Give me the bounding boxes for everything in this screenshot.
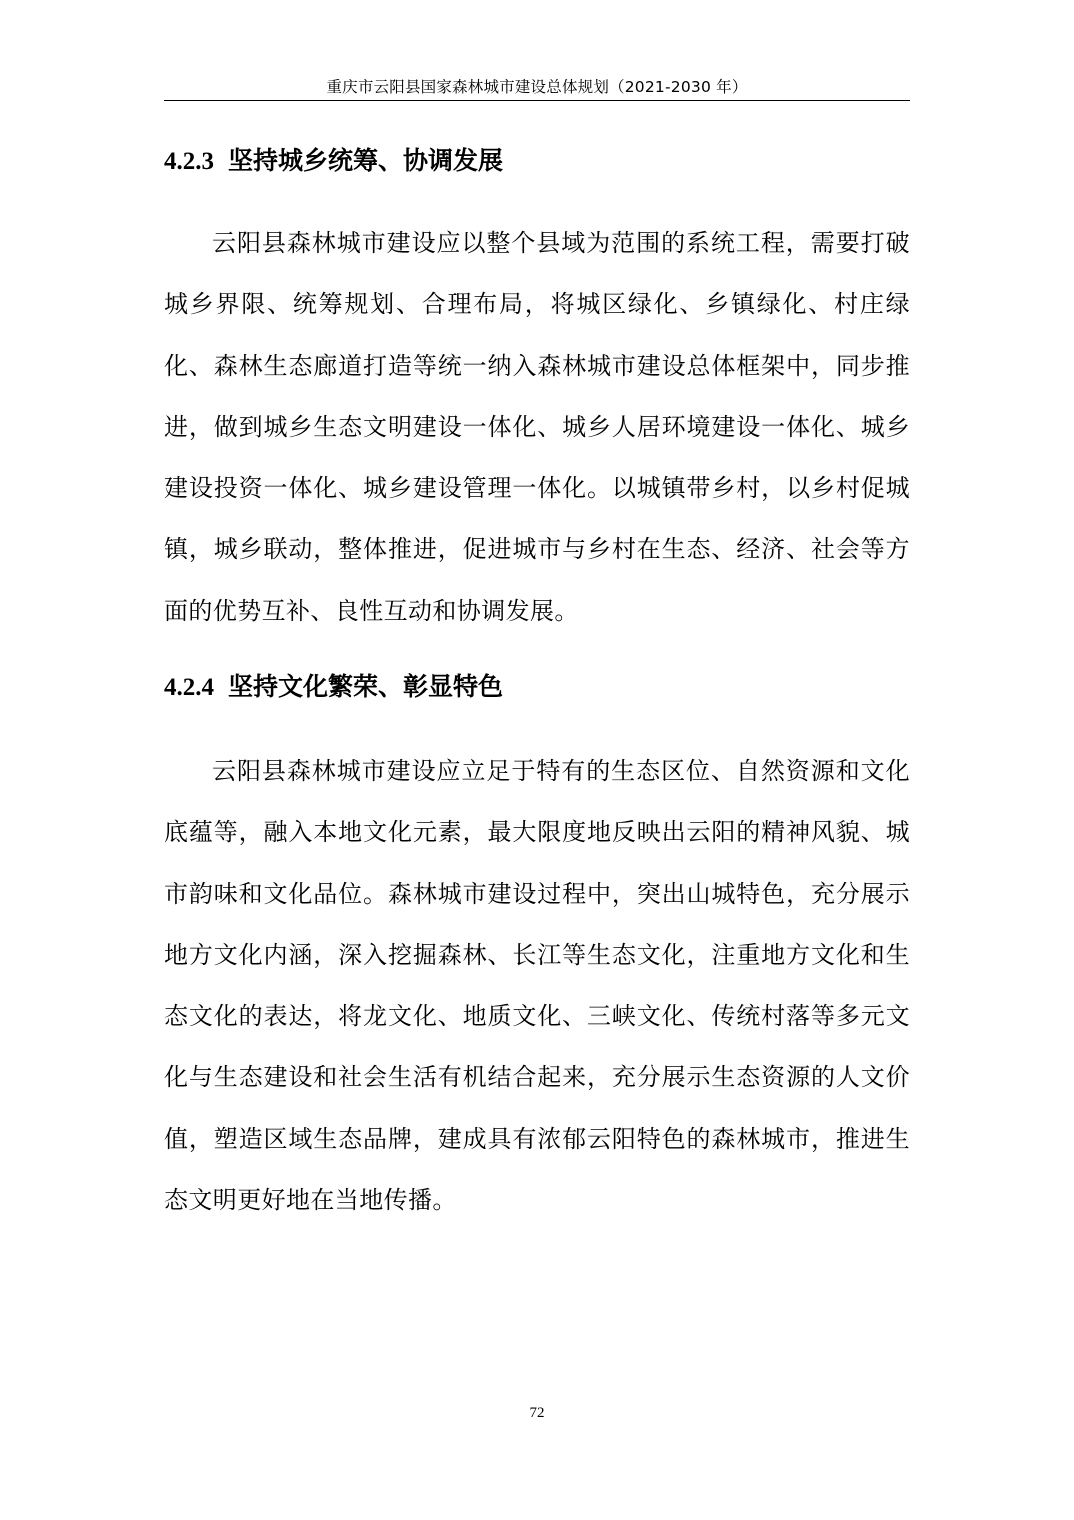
section-heading-4-2-3: [164, 143, 910, 180]
section-heading-4-2-4: [164, 669, 910, 706]
section-paragraph-4-2-3: 云阳县森林城市建设应以整个县域为范围的系统工程，需要打破城乡界限、统筹规划、合理布局，将城区绿化、乡镇绿化、村庄绿化、森林生态廊道打造等统一纳入森林城市建设总体框架中，同步推进，做到城乡生态文明建设一体化、城乡人居环境建设一体化、城乡建设投资一体化、城乡建设管理一体化。以城镇带乡村，以乡村促城镇，城乡联动，整体推进，促进城市与乡村在生态、经济、社会等方面的优势互补、良性互动和协调发展。: [164, 229, 910, 625]
section-title: 坚持文化繁荣、彰显特色: [228, 672, 504, 701]
section-title: 坚持城乡统筹、协调发展: [228, 146, 504, 175]
page-header: 重庆市云阳县国家森林城市建设总体规划（2021-2030 年）: [326, 78, 748, 96]
section-paragraph-4-2-4: 云阳县森林城市建设应立足于特有的生态区位、自然资源和文化底蕴等，融入本地文化元素，最大限度地反映出云阳的精神风貌、城市韵味和文化品位。森林城市建设过程中，突出山城特色，充分展示地方文化内涵，深入挖掘森林、长江等生态文化，注重地方文化和生态文化的表达，将龙文化、地质文化、三峡文化、传统村落等多元文化与生态建设和社会生活有机结合起来，充分展示生态资源的人文价值，塑造区域生态品牌，建成具有浓郁云阳特色的森林城市，推进生态文明更好地在当地传播。: [164, 757, 910, 1215]
header-rule: [164, 100, 910, 101]
page-number: 72: [529, 1405, 545, 1421]
section-number: 4.2.3: [164, 148, 214, 175]
section-number: 4.2.4: [164, 674, 214, 701]
